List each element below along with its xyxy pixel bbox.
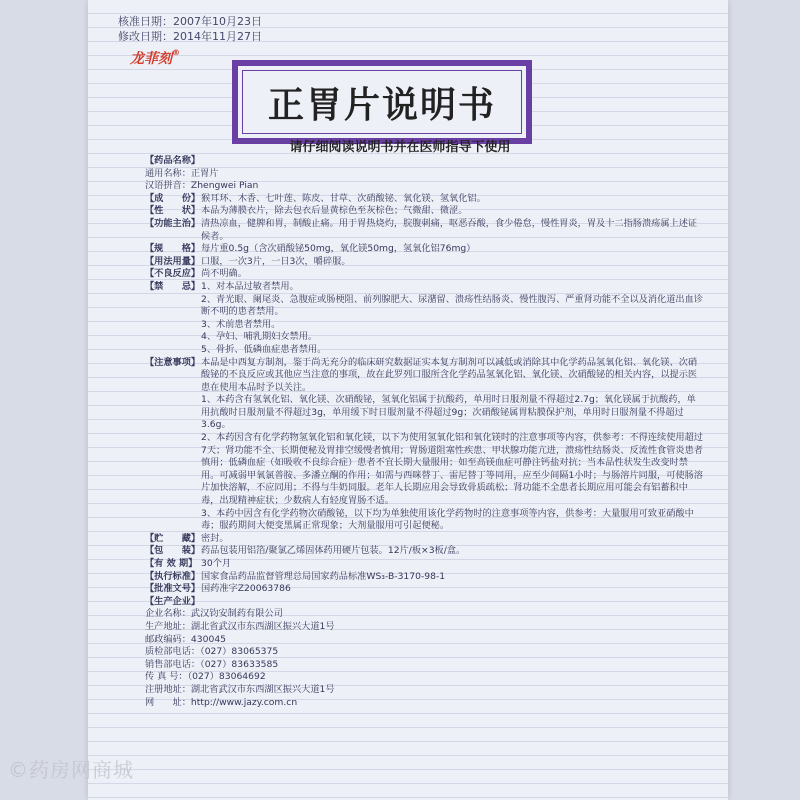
standard-key: 【执行标准】 — [145, 570, 201, 582]
revision-date — [118, 29, 262, 44]
manufacturer-line: 销售部电话：（027）83633585 — [145, 658, 279, 670]
package-value: 药品包装用铝箔/聚氯乙烯固体药用硬片包装。12片/板×3板/盒。 — [201, 545, 466, 557]
revision-date-value: 2014年11月27日 — [173, 30, 262, 43]
drug-name-row — [145, 155, 705, 168]
usage-row — [145, 256, 705, 269]
ingredients-value: 猴耳环、木香、七叶莲、陈皮、甘草、次硝酸铋、氧化镁、氢氧化铝。 — [201, 192, 486, 204]
brand-logo — [130, 48, 180, 68]
spec-row — [145, 243, 705, 256]
manufacturer-key: 【生产企业】 — [145, 595, 201, 607]
revision-date-label: 修改日期： — [118, 30, 173, 43]
page-title: 正胃片说明书 — [242, 70, 522, 134]
manufacturer-line: 网 址：http://www.jazy.com.cn — [145, 696, 298, 708]
cautions-key: 【注意事项】 — [145, 356, 201, 368]
cautions-intro: 本品是中西复方制剂，鉴于尚无充分的临床研究数据证实本复方制剂可以减低或消除其中化学药品氢氧化铝、氧化镁、次硝酸铋的不良反应或其他应当注意的事项，故在此罗列口服所含化学药品氢氧化铝、氧化镁、次硝酸铋的相关内容，以提示医患在使用本品时予以关注。 — [201, 356, 698, 393]
title-box — [232, 60, 532, 144]
contra-item: 2、青光眼、阑尾炎、急腹症或肠梗阻、前列腺肥大、尿潴留、溃疡性结肠炎、慢性腹泻、严重肾功能不全以及消化道出血诊断不明的患者禁用。 — [201, 293, 703, 318]
brand-name: 龙菲刻 — [130, 51, 172, 67]
manufacturer-line: 质检部电话：（027）83065375 — [145, 646, 279, 658]
manufacturer-line: 传 真 号：（027）83064692 — [145, 671, 266, 683]
approval-date — [118, 14, 262, 29]
approval-value: 国药准字Z20063786 — [201, 583, 291, 595]
drug-name-key: 【药品名称】 — [145, 155, 201, 166]
contra-item: 4、孕妇、哺乳期妇女禁用。 — [201, 331, 318, 343]
ingredients-key: 【成 份】 — [145, 192, 201, 204]
contra-key: 【禁 忌】 — [145, 280, 201, 292]
standard-row — [145, 571, 705, 584]
validity-row — [145, 558, 705, 571]
adverse-key: 【不良反应】 — [145, 268, 201, 280]
contra-item: 5、骨折、低磷血症患者禁用。 — [201, 343, 327, 355]
manufacturer-line: 生产地址：湖北省武汉市东西湖区振兴大道1号 — [145, 620, 335, 632]
watermark: ©药房网商城 — [8, 758, 134, 782]
adverse-value: 尚不明确。 — [201, 268, 247, 280]
usage-key: 【用法用量】 — [145, 255, 201, 267]
common-name: 通用名称：正胃片 — [145, 167, 219, 179]
indications-key: 【功能主治】 — [145, 217, 201, 229]
traits-key: 【性 状】 — [145, 205, 201, 217]
contra-row — [145, 281, 705, 294]
approval-key: 【批准文号】 — [145, 583, 201, 595]
storage-key: 【贮 藏】 — [145, 532, 201, 544]
spec-value: 每片重0.5g（含次硝酸铋50mg，氧化镁50mg，氢氧化铝76mg） — [201, 243, 476, 255]
validity-key: 【有 效 期】 — [145, 558, 198, 569]
manufacturer-row — [145, 596, 705, 609]
scan-background-right — [728, 0, 800, 800]
storage-row — [145, 533, 705, 546]
manufacturer-line: 企业名称：武汉钧安制药有限公司 — [145, 608, 283, 620]
approval-date-value: 2007年10月23日 — [173, 15, 262, 28]
subtitle: 请仔细阅读说明书并在医师指导下使用 — [289, 140, 511, 155]
approval-row — [145, 583, 705, 596]
storage-value: 密封。 — [201, 532, 229, 544]
contra-item: 3、术前患者禁用。 — [201, 318, 281, 330]
spec-key: 【规 格】 — [145, 243, 201, 255]
contra-item: 1、对本品过敏者禁用。 — [201, 280, 299, 292]
ingredients-row — [145, 193, 705, 206]
indications-value: 清热凉血，健脾和胃，制酸止痛。用于胃热烧灼，脘腹刺痛，呕恶吞酸，食少倦怠，慢性胃炎，胃及十二指肠溃疡属上述证候者。 — [201, 217, 698, 242]
standard-value: 国家食品药品监督管理总局国家药品标准WS₃-B-3170-98-1 — [201, 570, 446, 582]
package-key: 【包 装】 — [145, 545, 201, 557]
manufacturer-line: 注册地址：湖北省武汉市东西湖区振兴大道1号 — [145, 683, 335, 695]
scan-background-left — [0, 0, 88, 800]
approval-date-label: 核准日期： — [118, 15, 173, 28]
caution-item: 2、本药因含有化学药物氢氧化铝和氧化镁，以下为使用氢氧化铝和氧化镁时的注意事项等内容，供参考：不得连续使用超过7天；肾功能不全、长期便秘及胃排空缓慢者慎用；胃肠道阻塞性疾患、甲状腺功能亢进，溃疡性结肠炎、反流性食管炎患者慎用；低磷血症（如吸收不良综合症）患者不宜长期大量服用；如至高镁血症可静注钙盐对抗；当本品性状发生改变时禁用。可减弱甲氧氯普胺、多潘立酮的作用；如需与西咪替丁、雷尼替丁等同用，应至少间隔1小时；与肠溶片同服，可使肠溶片加快溶解，不应同用；不得与牛奶同服。老年人长期应用会导致骨质疏松；肾功能不全患者长期应用可能会有铝蓄积中毒，出现精神症状；少数病人有轻度胃肠不适。 — [201, 432, 703, 507]
pinyin-name: 汉语拼音：Zhengwei Pian — [145, 180, 259, 192]
manufacturer-line: 邮政编码：430045 — [145, 633, 227, 645]
leaflet-content — [145, 155, 705, 709]
traits-value: 本品为薄膜衣片，除去包衣后显黄棕色至灰棕色；气微甜、微涩。 — [201, 205, 468, 217]
cautions-row — [145, 357, 705, 395]
header-dates — [118, 14, 262, 44]
caution-item: 1、本药含有氢氧化铝、氧化镁、次硝酸铋，氢氧化铝属于抗酸药，单用时日服剂量不得超过2.7g；氧化镁属于抗酸药，单用抗酸时日服剂量不得超过3g，单用缓下时日服剂量不得超过9g；次硝酸铋属胃粘膜保护剂，单用时日服剂量不得超过3.6g。 — [201, 394, 696, 431]
package-row — [145, 545, 705, 558]
indications-row — [145, 218, 705, 243]
traits-row — [145, 205, 705, 218]
registered-mark: ® — [172, 48, 180, 57]
validity-value: 30个月 — [201, 558, 232, 569]
caution-item: 3、本药中因含有化学药物次硝酸铋，以下均为单独使用该化学药物时的注意事项等内容，供参考：大量服用可致亚硝酸中毒；服药期间大便变黑属正常现象；大剂量服用可引起便秘。 — [201, 507, 694, 532]
usage-value: 口服，一次3片，一日3次，嚼碎服。 — [201, 255, 351, 267]
adverse-row — [145, 268, 705, 281]
